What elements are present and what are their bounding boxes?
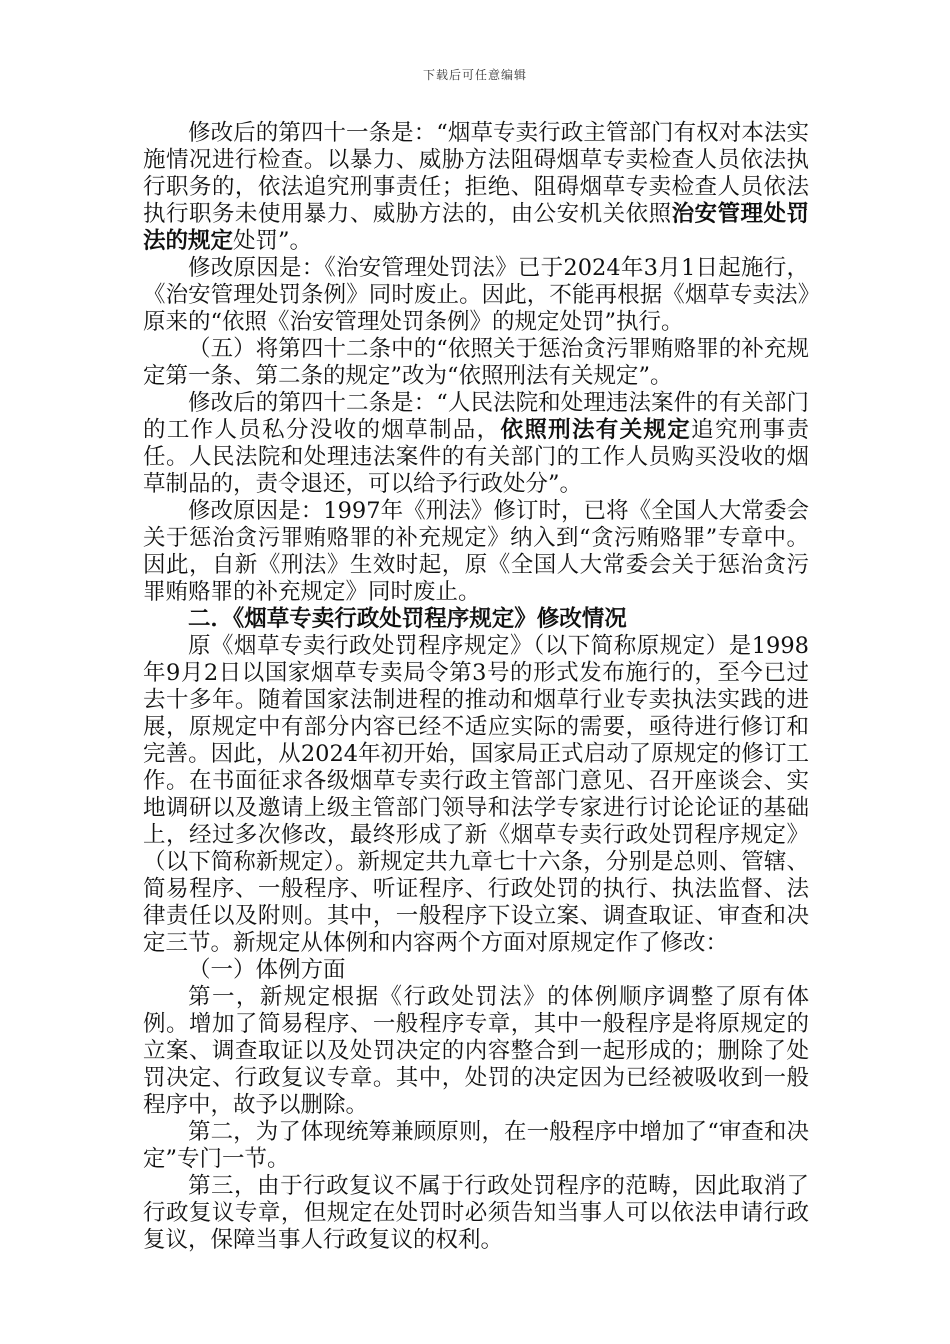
document-body <box>143 120 809 1254</box>
text-run: 修改后的第四十一条是：“烟草专卖行政主管部门有权对本法实施情况进行检查。以暴力、威胁方法阻碍烟草专卖检查人员依法执行职务的，依法追究刑事责任；拒绝、阻碍烟草专卖检查人员依法执行职务未使用暴力、威胁方法的，由公安机关依照 <box>143 120 809 227</box>
paragraph-second: 第二，为了体现统筹兼顾原则，在一般程序中增加了“审查和决定”专门一节。 <box>143 1119 809 1172</box>
text-run: 修改后的第四十二条是：“人民法院和处理违法案件的有关部门的工作人员私分没收的烟草制品， <box>143 390 809 443</box>
bold-text: 治安管理处罚法的规定 <box>143 201 809 254</box>
paragraph-item-5: （五）将第四十二条中的“依照关于惩治贪污罪贿赂罪的补充规定第一条、第二条的规定”改为“依照刑法有关规定”。 <box>143 336 809 389</box>
section-heading: 二．《烟草专卖行政处罚程序规定》修改情况 <box>188 606 627 632</box>
paragraph-intro: 原《烟草专卖行政处罚程序规定》（以下简称原规定）是1998年9月2日以国家烟草专卖局令第3号的形式发布施行的，至今已过去十多年。随着国家法制进程的推动和烟草行业专卖执法实践的进展，原规定中有部分内容已经不适应实际的需要，亟待进行修订和完善。因此，从2024年初开始，国家局正式启动了原规定的修订工作。在书面征求各级烟草专卖行政主管部门意见、召开座谈会、实地调研以及邀请上级主管部门领导和法学专家进行讨论论证的基础上，经过多次修改，最终形成了新《烟草专卖行政处罚程序规定》（以下简称新规定）。新规定共九章七十六条，分别是总则、管辖、简易程序、一般程序、听证程序、行政处罚的执行、执法监督、法律责任以及附则。其中，一般程序下设立案、调查取证、审查和决定三节。新规定从体例和内容两个方面对原规定作了修改： <box>143 633 809 956</box>
page-header: 下载后可任意编辑 <box>422 68 527 82</box>
paragraph-article-42-reason: 修改原因是：1997年《刑法》修订时，已将《全国人大常委会关于惩治贪污罪贿赂罪的补充规定》纳入到“贪污贿赂罪”专章中。因此，自新《刑法》生效时起，原《全国人大常委会关于惩治贪污罪贿赂罪的补充规定》同时废止。 <box>143 498 809 605</box>
paragraph-article-42-revised <box>143 390 809 498</box>
text-run: 追究刑事责任。人民法院和处理违法案件的有关部门的工作人员购买没收的烟草制品的，责令退还，可以给予行政处分”。 <box>143 417 809 497</box>
paragraph-third: 第三，由于行政复议不属于行政处罚程序的范畴，因此取消了行政复议专章，但规定在处罚时必须告知当事人可以依法申请行政复议，保障当事人行政复议的权利。 <box>143 1173 809 1253</box>
subsection-heading: （一）体例方面 <box>188 957 346 983</box>
paragraph-article-41-reason: 修改原因是：《治安管理处罚法》已于2024年3月1日起施行，《治安管理处罚条例》同时废止。因此，不能再根据《烟草专卖法》原来的“依照《治安管理处罚条例》的规定处罚”执行。 <box>143 255 809 335</box>
paragraph-first: 第一，新规定根据《行政处罚法》的体例顺序调整了原有体例。增加了简易程序、一般程序专章，其中一般程序是将原规定的立案、调查取证以及处罚决定的内容整合到一起形成的；删除了处罚决定、行政复议专章。其中，处罚的决定因为已经被吸收到一般程序中，故予以删除。 <box>143 984 809 1118</box>
text-run: 处罚”。 <box>233 228 313 254</box>
bold-text: 依照刑法有关规定 <box>500 417 692 443</box>
paragraph-article-41-revised <box>143 120 809 255</box>
